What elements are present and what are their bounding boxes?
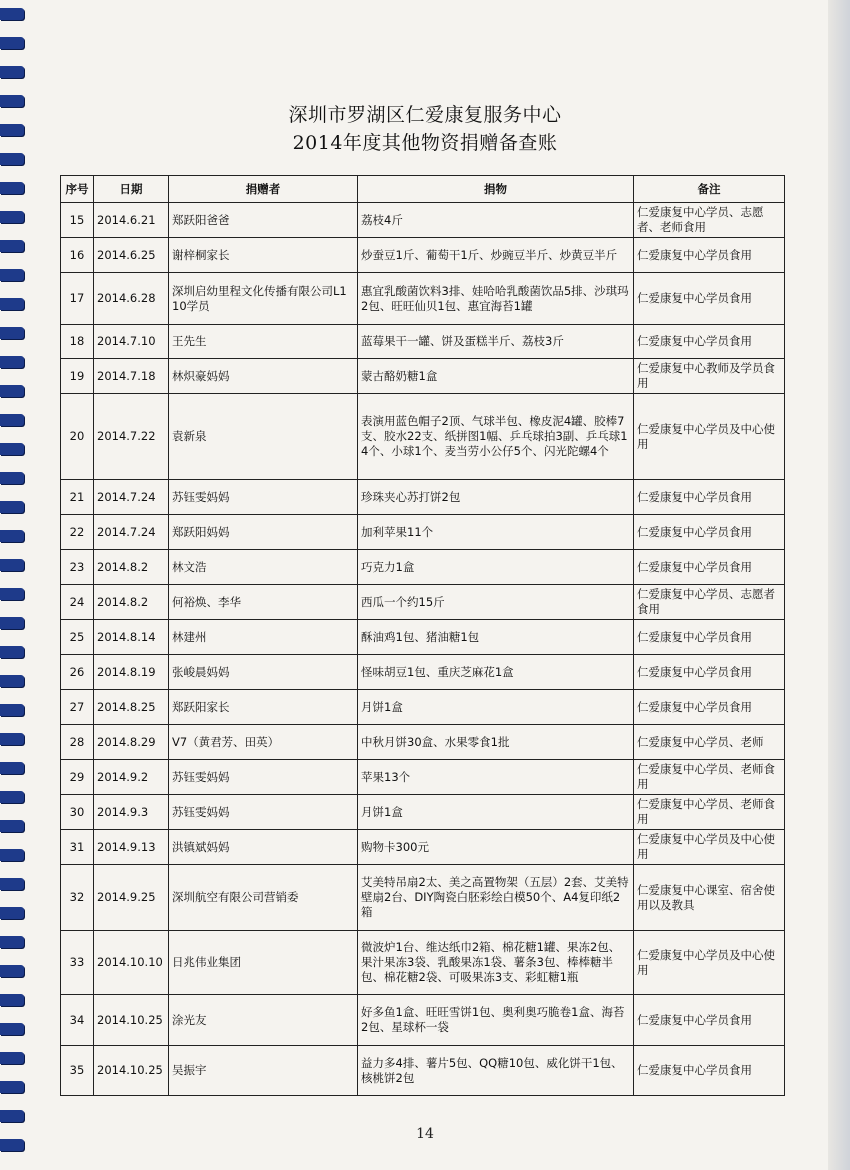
cell-no: 29 — [61, 760, 94, 795]
binding-ring — [0, 443, 24, 455]
cell-items: 月饼1盒 — [358, 690, 634, 725]
cell-no: 21 — [61, 480, 94, 515]
cell-items: 月饼1盒 — [358, 795, 634, 830]
table-row — [61, 203, 785, 238]
binding-ring — [0, 994, 24, 1006]
cell-no: 16 — [61, 238, 94, 273]
binding-ring — [0, 849, 24, 861]
binding-ring — [0, 878, 24, 890]
binding-ring — [0, 559, 24, 571]
binding-ring — [0, 1052, 24, 1064]
table-header-row — [61, 176, 785, 203]
cell-date: 2014.9.25 — [94, 865, 169, 931]
cell-donor: 郑跃阳妈妈 — [169, 515, 358, 550]
cell-donor: 涂光友 — [169, 995, 358, 1046]
cell-notes: 仁爱康复中心学员、志愿者、老师食用 — [634, 203, 785, 238]
binding-ring — [0, 646, 24, 658]
cell-date: 2014.8.2 — [94, 585, 169, 620]
cell-donor: 谢梓桐家长 — [169, 238, 358, 273]
cell-notes: 仁爱康复中心学员食用 — [634, 995, 785, 1046]
cell-no: 15 — [61, 203, 94, 238]
cell-notes: 仁爱康复中心学员、老师 — [634, 725, 785, 760]
cell-no: 17 — [61, 273, 94, 325]
binding-ring — [0, 530, 24, 542]
binding-ring — [0, 211, 24, 223]
cell-no: 33 — [61, 931, 94, 995]
table-row — [61, 359, 785, 394]
cell-items: 炒蚕豆1斤、葡萄干1斤、炒豌豆半斤、炒黄豆半斤 — [358, 238, 634, 273]
binding-ring — [0, 298, 24, 310]
binding-ring — [0, 762, 24, 774]
binding-ring — [0, 37, 24, 49]
binding-ring — [0, 820, 24, 832]
table-row — [61, 620, 785, 655]
cell-date: 2014.9.3 — [94, 795, 169, 830]
cell-date: 2014.6.28 — [94, 273, 169, 325]
cell-notes: 仁爱康复中心学员食用 — [634, 655, 785, 690]
cell-date: 2014.6.25 — [94, 238, 169, 273]
binding-ring — [0, 385, 24, 397]
cell-notes: 仁爱康复中心学员、志愿者食用 — [634, 585, 785, 620]
cell-items: 苹果13个 — [358, 760, 634, 795]
cell-date: 2014.7.10 — [94, 325, 169, 359]
cell-donor: 林炽豪妈妈 — [169, 359, 358, 394]
cell-donor: 袁新泉 — [169, 394, 358, 480]
cell-items: 蒙古酪奶糖1盒 — [358, 359, 634, 394]
binding-ring — [0, 704, 24, 716]
cell-items: 购物卡300元 — [358, 830, 634, 865]
cell-items: 怪味胡豆1包、重庆芝麻花1盒 — [358, 655, 634, 690]
cell-notes: 仁爱康复中心学员食用 — [634, 550, 785, 585]
cell-notes: 仁爱康复中心学员食用 — [634, 690, 785, 725]
cell-donor: 深圳启幼里程文化传播有限公司L110学员 — [169, 273, 358, 325]
cell-date: 2014.10.25 — [94, 995, 169, 1046]
binding-ring — [0, 675, 24, 687]
cell-date: 2014.8.25 — [94, 690, 169, 725]
cell-date: 2014.8.14 — [94, 620, 169, 655]
table-row — [61, 931, 785, 995]
cell-notes: 仁爱康复中心学员食用 — [634, 620, 785, 655]
header-notes: 备注 — [634, 176, 785, 203]
cell-items: 中秋月饼30盒、水果零食1批 — [358, 725, 634, 760]
cell-no: 30 — [61, 795, 94, 830]
cell-date: 2014.8.2 — [94, 550, 169, 585]
cell-notes: 仁爱康复中心学员食用 — [634, 1046, 785, 1096]
cell-date: 2014.10.10 — [94, 931, 169, 995]
page-edge — [828, 0, 850, 1170]
cell-notes: 仁爱康复中心学员食用 — [634, 325, 785, 359]
cell-no: 26 — [61, 655, 94, 690]
document-subtitle: 2014年度其他物资捐赠备查账 — [292, 132, 558, 154]
binding-ring — [0, 733, 24, 745]
table-row — [61, 585, 785, 620]
cell-no: 31 — [61, 830, 94, 865]
cell-items: 西瓜一个约15斤 — [358, 585, 634, 620]
document-title: 深圳市罗湖区仁爱康复服务中心 — [288, 104, 562, 126]
cell-date: 2014.7.24 — [94, 480, 169, 515]
cell-donor: 苏钰雯妈妈 — [169, 480, 358, 515]
table-row — [61, 760, 785, 795]
table-row — [61, 550, 785, 585]
cell-no: 20 — [61, 394, 94, 480]
cell-notes: 仁爱康复中心学员食用 — [634, 515, 785, 550]
spiral-binding — [0, 0, 30, 1170]
cell-items: 艾美特吊扇2太、美之高置物架（五层）2套、艾美特壁扇2台、DIY陶瓷白胚彩绘白模50个、A4复印纸2箱 — [358, 865, 634, 931]
cell-donor: 林建州 — [169, 620, 358, 655]
table-row — [61, 394, 785, 480]
cell-notes: 仁爱康复中心学员及中心使用 — [634, 931, 785, 995]
cell-donor: 吴振宇 — [169, 1046, 358, 1096]
table-row — [61, 273, 785, 325]
cell-notes: 仁爱康复中心学员食用 — [634, 480, 785, 515]
binding-ring — [0, 907, 24, 919]
cell-notes: 仁爱康复中心课室、宿舍使用以及教具 — [634, 865, 785, 931]
cell-date: 2014.7.22 — [94, 394, 169, 480]
cell-donor: 日兆伟业集团 — [169, 931, 358, 995]
table-row — [61, 1046, 785, 1096]
cell-items: 蓝莓果干一罐、饼及蛋糕半斤、荔枝3斤 — [358, 325, 634, 359]
donation-ledger-table — [60, 175, 785, 1096]
header-items: 捐物 — [358, 176, 634, 203]
cell-date: 2014.9.13 — [94, 830, 169, 865]
cell-items: 好多鱼1盒、旺旺雪饼1包、奥利奥巧脆卷1盒、海苔2包、星球杯一袋 — [358, 995, 634, 1046]
cell-notes: 仁爱康复中心学员食用 — [634, 238, 785, 273]
binding-ring — [0, 501, 24, 513]
cell-date: 2014.6.21 — [94, 203, 169, 238]
table-row — [61, 830, 785, 865]
cell-no: 28 — [61, 725, 94, 760]
cell-notes: 仁爱康复中心教师及学员食用 — [634, 359, 785, 394]
binding-ring — [0, 1081, 24, 1093]
cell-donor: 苏钰雯妈妈 — [169, 760, 358, 795]
cell-date: 2014.7.24 — [94, 515, 169, 550]
cell-notes: 仁爱康复中心学员、老师食用 — [634, 795, 785, 830]
cell-notes: 仁爱康复中心学员食用 — [634, 273, 785, 325]
cell-donor: 郑跃阳家长 — [169, 690, 358, 725]
cell-date: 2014.7.18 — [94, 359, 169, 394]
cell-date: 2014.8.29 — [94, 725, 169, 760]
cell-no: 22 — [61, 515, 94, 550]
binding-ring — [0, 472, 24, 484]
cell-no: 24 — [61, 585, 94, 620]
cell-donor: 洪镇斌妈妈 — [169, 830, 358, 865]
cell-date: 2014.9.2 — [94, 760, 169, 795]
binding-ring — [0, 356, 24, 368]
table-row — [61, 995, 785, 1046]
binding-ring — [0, 1023, 24, 1035]
cell-no: 25 — [61, 620, 94, 655]
header-donor: 捐赠者 — [169, 176, 358, 203]
binding-ring — [0, 240, 24, 252]
cell-items: 惠宜乳酸菌饮料3排、娃哈哈乳酸菌饮品5排、沙琪玛2包、旺旺仙贝1包、惠宜海苔1罐 — [358, 273, 634, 325]
cell-date: 2014.10.25 — [94, 1046, 169, 1096]
cell-items: 表演用蓝色帽子2顶、气球半包、橡皮泥4罐、胶棒7支、胶水22支、纸拼图1幅、乒乓球拍3副、乒乓球14个、小球1个、麦当劳小公仔5个、闪光陀螺4个 — [358, 394, 634, 480]
header-date: 日期 — [94, 176, 169, 203]
binding-ring — [0, 327, 24, 339]
table-row — [61, 690, 785, 725]
cell-items: 微波炉1台、维达纸巾2箱、棉花糖1罐、果冻2包、果汁果冻3袋、乳酸果冻1袋、薯条3包、棒棒糖半包、棉花糖2袋、可吸果冻3支、彩虹糖1瓶 — [358, 931, 634, 995]
table-row — [61, 325, 785, 359]
binding-ring — [0, 965, 24, 977]
cell-donor: 王先生 — [169, 325, 358, 359]
cell-donor: 苏钰雯妈妈 — [169, 795, 358, 830]
cell-notes: 仁爱康复中心学员及中心使用 — [634, 830, 785, 865]
cell-donor: 郑跃阳爸爸 — [169, 203, 358, 238]
cell-no: 23 — [61, 550, 94, 585]
table-row — [61, 725, 785, 760]
cell-no: 27 — [61, 690, 94, 725]
binding-ring — [0, 182, 24, 194]
binding-ring — [0, 66, 24, 78]
cell-notes: 仁爱康复中心学员及中心使用 — [634, 394, 785, 480]
cell-donor: 林文浩 — [169, 550, 358, 585]
cell-items: 益力多4排、薯片5包、QQ糖10包、威化饼干1包、核桃饼2包 — [358, 1046, 634, 1096]
cell-donor: 何裕焕、李华 — [169, 585, 358, 620]
cell-donor: 深圳航空有限公司营销委 — [169, 865, 358, 931]
table-row — [61, 795, 785, 830]
cell-items: 珍珠夹心苏打饼2包 — [358, 480, 634, 515]
binding-ring — [0, 1110, 24, 1122]
cell-date: 2014.8.19 — [94, 655, 169, 690]
cell-no: 32 — [61, 865, 94, 931]
page-number: 14 — [416, 1126, 434, 1142]
cell-no: 34 — [61, 995, 94, 1046]
binding-ring — [0, 414, 24, 426]
table-row — [61, 238, 785, 273]
header-no: 序号 — [61, 176, 94, 203]
cell-items: 酥油鸡1包、猪油糖1包 — [358, 620, 634, 655]
cell-notes: 仁爱康复中心学员、老师食用 — [634, 760, 785, 795]
binding-ring — [0, 936, 24, 948]
binding-ring — [0, 588, 24, 600]
table-row — [61, 865, 785, 931]
cell-donor: V7（黄君芳、田英） — [169, 725, 358, 760]
binding-ring — [0, 617, 24, 629]
binding-ring — [0, 791, 24, 803]
cell-items: 荔枝4斤 — [358, 203, 634, 238]
cell-no: 19 — [61, 359, 94, 394]
cell-no: 35 — [61, 1046, 94, 1096]
table-row — [61, 515, 785, 550]
binding-ring — [0, 8, 24, 20]
table-row — [61, 655, 785, 690]
cell-items: 巧克力1盒 — [358, 550, 634, 585]
table-row — [61, 480, 785, 515]
binding-ring — [0, 269, 24, 281]
cell-items: 加利苹果11个 — [358, 515, 634, 550]
cell-donor: 张峻晨妈妈 — [169, 655, 358, 690]
cell-no: 18 — [61, 325, 94, 359]
